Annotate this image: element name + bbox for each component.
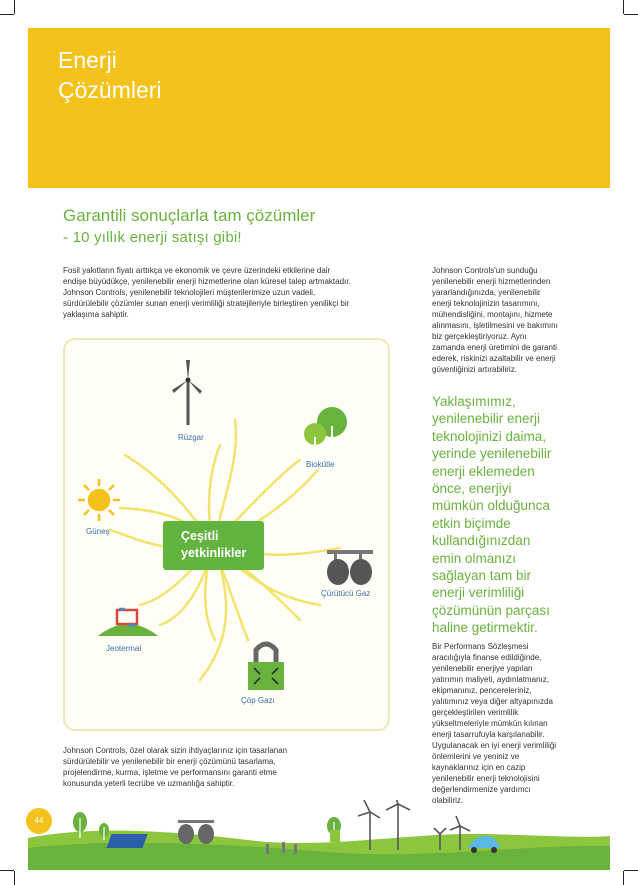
quote-line: önce, enerjiyi [432, 481, 512, 497]
text-line: Uygulanacak en iyi enerji verimliliği [432, 741, 557, 750]
headline: Garantili sonuçlarla tam çözümler [63, 206, 316, 225]
text-line: kaynaklarınız için en cazip [432, 763, 526, 772]
quote-line: enerji eklemeden [432, 463, 535, 479]
text-line: alınmasını, işletilmesini ve bakımını [432, 321, 558, 330]
quote-line: haline getirmektir. [432, 620, 538, 636]
center-capabilities-box [163, 521, 264, 570]
bottom-paragraph [63, 745, 333, 789]
text-line: konusunda yeterli tecrübe ve uzmanlığa sahiptir. [63, 779, 235, 788]
text-line: Bir Performans Sözleşmesi [432, 642, 529, 651]
text-line: mühendisliğini, montajını, hizmete [432, 310, 553, 319]
text-line: enerji teknolojinizin tasarımını, [432, 299, 540, 308]
center-title-line: yetkinlikler [181, 546, 247, 560]
sun-icon [77, 478, 121, 522]
text-line: Johnson Controls, yenilenebilir teknolojileri müşterilerimize uzun vadeli, [63, 288, 316, 297]
geothermal-icon [98, 606, 158, 638]
quote-line: sağlayan tam bir [432, 568, 532, 584]
text-line: zamanda enerji üretimini de garanti [432, 343, 557, 352]
text-line: yenilenebilir enerjiye yapılan [432, 664, 533, 673]
text-line: yararlandığınızda, yenilenebilir [432, 288, 541, 297]
page-title-line: Çözümleri [58, 77, 162, 103]
text-line: Johnson Controls'un sunduğu [432, 266, 538, 275]
label-gunes: Güneş [86, 527, 110, 536]
label-cop-gazi: Çöp Gazı [241, 696, 275, 705]
page-title-line: Enerji [58, 47, 117, 73]
label-jeotermal: Jeotermal [106, 644, 142, 653]
text-line: olabiliriz. [432, 796, 464, 805]
text-line: yükseltmeleriyle mümkün kılınan [432, 719, 548, 728]
page-number: 44 [26, 808, 52, 834]
label-ruzgar: Rüzgar [178, 433, 204, 442]
quote-line: mümkün olduğunca [432, 498, 550, 514]
text-line: gerçekleştirilen verimlilik [432, 708, 519, 717]
text-line: sürdürülebilir ve yenilenebilir bir enerji çözümünü tasarlama, [63, 757, 276, 766]
quote-line: emin olmanızı [432, 550, 517, 566]
text-line: ekipmanınız, pencereleriniz, [432, 686, 532, 695]
tree-icon [302, 404, 352, 454]
text-line: Fosil yakıtların fiyatı arttıkça ve ekonomik ve çevre üzerindeki etkilerine dair [63, 266, 331, 275]
digester-tank-icon [325, 550, 375, 586]
text-line: güvenliğinizi artırabiliriz. [432, 365, 517, 374]
subheadline: - 10 yıllık enerji satışı gibi! [63, 229, 242, 246]
quote-line: çözümünün parçası [432, 602, 550, 618]
text-line: biz gerçekleştiriyoruz. Aynı [432, 332, 527, 341]
text-line: yatırımın maliyeti, aydınlatmanız, [432, 675, 549, 684]
landfill-gas-icon [244, 640, 288, 692]
text-line: aracılığıyla finanse edildiğinde, [432, 653, 542, 662]
label-curutucu-gaz: Çürütücü Gaz [321, 589, 371, 598]
text-line: yaklaşıma sahiptir. [63, 310, 129, 319]
center-title-line: Çeşitli [181, 529, 219, 543]
text-line: yenilenebilir enerji teknolojisini [432, 774, 540, 783]
quote-line: etkin biçimde [432, 515, 511, 531]
quote-line: kullandığınızdan [432, 533, 531, 549]
text-line: projelendirme, kurma, işletme ve performansını garanti etme [63, 768, 277, 777]
text-line: endişe büyüdükçe, yenilenebilir enerji hizmetlerine olan küresel talep artmaktadır. [63, 277, 351, 286]
text-line: enerji tasarrufuyla karşılanabilir. [432, 730, 545, 739]
text-line: sürdürülebilir çözümler sunan enerji verimliliği stratejileriyle birleştiren yenilikçi bir [63, 299, 350, 308]
text-line: yenilenebilir enerji hizmetlerinden [432, 277, 551, 286]
label-biokutle: Biokütle [306, 460, 335, 469]
text-line: Johnson Controls, özel olarak sizin ihtiyaçlarınız için tasarlanan [63, 746, 288, 755]
quote-line: Yaklaşımımız, [432, 394, 516, 409]
landscape-illustration [28, 800, 610, 870]
text-line: ederek, riskinizi azaltabilir ve enerji [432, 354, 556, 363]
text-line: değerlendirmenize yardımcı [432, 785, 531, 794]
text-line: önlemlerini ve yeniniz ve [432, 752, 520, 761]
quote-line: enerji verimliliği [432, 585, 525, 601]
quote-line: teknolojinizi daima, [432, 428, 547, 444]
wind-turbine-icon [168, 360, 208, 430]
quote-line: yenilenebilir enerji [432, 411, 541, 427]
quote-line: yerinde yenilenebilir [432, 446, 552, 462]
text-line: yalıtımınız veya diğer altyapınızda [432, 697, 553, 706]
